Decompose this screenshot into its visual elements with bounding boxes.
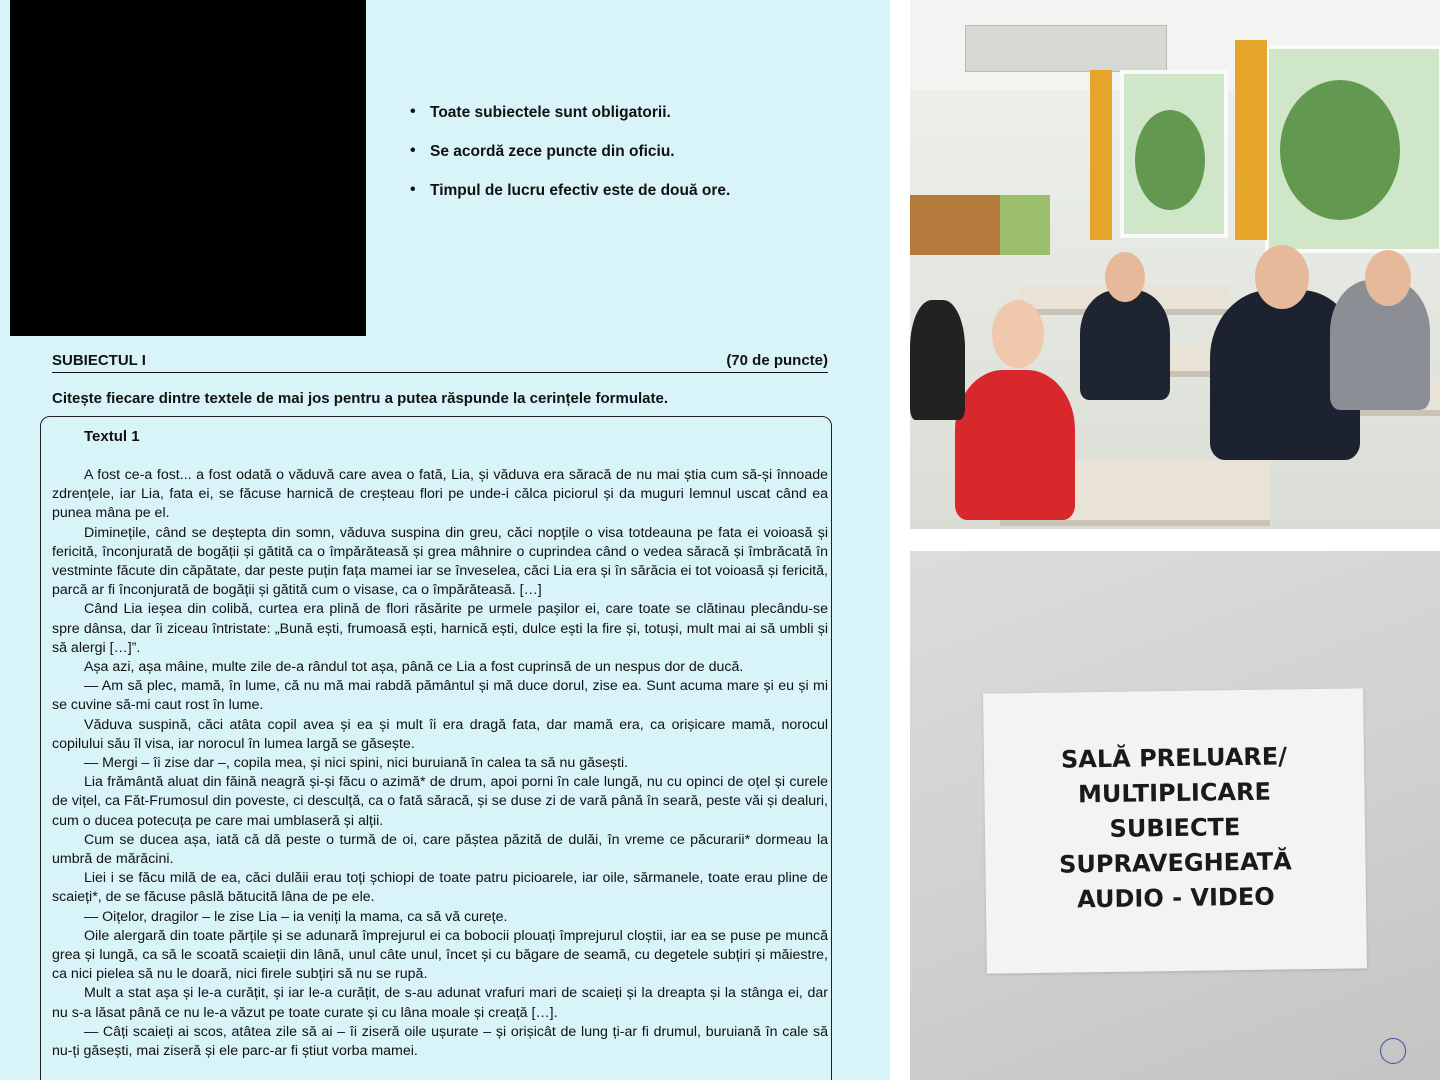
paragraph: A fost ce-a fost... a fost odată o văduvă care avea o fată, Lia, și văduva era săracă de nu mai știa cum să-și înnoade zdrențele, iar Lia, fata ei, se făcuse harnică de creșteau flori pe unde-i călca piciorul și da muguri lemnul uscat când ea punea mâna pe el. [52, 467, 828, 522]
ceiling-duct [965, 25, 1167, 72]
instruction: Citește fiecare dintre textele de mai jos pentru a putea răspunde la cerințele formulate. [52, 390, 669, 407]
subject-label: SUBIECTUL I [52, 352, 146, 369]
paragraph: Liei i se făcu milă de ea, căci dulăii erau toți șchiopi de toate patru picioarele, iar oile, sărmanele, toate erau pline de scaieți*, de se făcuse pâslă bătucită lâna de pe ele. [52, 870, 828, 906]
paragraph: Cum se ducea așa, iată că dă peste o turmă de oi, care păștea păzită de dulăi, în vreme ce păcurarii* dormeau la umbră de mărăcini. [52, 831, 828, 868]
subject-points: (70 de puncte) [726, 352, 828, 369]
redacted-area [10, 0, 366, 336]
paper-sign [983, 688, 1367, 973]
paragraph: Mult a stat așa și le-a curățit, și iar le-a curățit, de s-au adunat vrafuri mari de scaieți și la dreapta și la stânga ei, dar nu s-a lăsat până ce nu le-a văzut pe toate curate și cu lâna moale și creață […]. [52, 985, 828, 1021]
subject-heading [52, 352, 828, 373]
exam-rules-list [410, 104, 730, 221]
student-head [1255, 245, 1309, 309]
tree-foliage [1135, 110, 1205, 210]
rule-item: • Timpul de lucru efectiv este de două ore. [410, 182, 730, 200]
text-title: Textul 1 [84, 428, 140, 445]
paragraph: Când Lia ieșea din colibă, curtea era plină de flori răsărite pe urmele pașilor ei, care toate se clătinau plecându-se spre dânsa, dar îi ziceau întristate: „Bună ești, frumoasă ești, harnică ești, dulce ești la fire și, totuși, mult mai ai să umbli și să alergi […]”. [52, 601, 828, 656]
paragraph: — Câți scaieți ai scos, atâtea zile să ai – îi ziseră oile ușurate – și orișicât de lung ți-ar fi drumul, buruiană în cale să nu-ți găsești, mai ziseră și ele parc-ar fi știut vorba mamei. [52, 1023, 828, 1060]
paragraph: — Mergi – îi zise dar –, copila mea, și nici spini, nici buruiană în calea ta să nu găsești. [84, 755, 629, 772]
curtain [1090, 70, 1112, 240]
paragraph: Oile alergară din toate părțile și se adunară împrejurul ei ca bobocii plouați împrejurul cloștii, iar ea se puse pe muncă grea și lungă, ca să le scoată scaieții din lână, unul câte unul, încet și cu băgare de seamă, cu degetele subțiri și măiestre, ca nici pielea să nu le doară, nici firele subțiri să nu se rupă. [52, 927, 828, 983]
sign-line: AUDIO - VIDEO [1076, 882, 1275, 914]
student [955, 370, 1075, 520]
rule-item: • Toate subiectele sunt obligatorii. [410, 104, 730, 122]
text-body [52, 466, 828, 1061]
paragraph: Așa azi, așa mâine, multe zile de-a rândul tot așa, până ce Lia a fost cuprinsă de un nespus dor de ducă. [84, 659, 744, 676]
classroom-photo [910, 0, 1440, 529]
paragraph: — Oițelor, dragilor – le zise Lia – ia veniți la mama, ca să vă curețe. [84, 908, 508, 925]
stamp-icon [1380, 1038, 1406, 1064]
sign-line: SUBIECTE [1109, 813, 1241, 843]
paragraph: Văduva suspină, căci atâta copil avea și ea și mult îi era dragă fata, dar mamă era, ca orișicare mamă, norocul copilului său îl visa, iar norocul în lumea largă se găsește. [52, 716, 828, 752]
paragraph: Diminețile, când se deștepta din somn, văduva suspina din greu, căci nopțile o visa totdeauna pe fata ei voioasă și fericită, înconjurată de bogății și gătită ca o împărăteasă și grea mâhnire o cuprindea când o vedea săracă și îmbrăcată în vestminte făcute din căpătate, dar peste puțin fața mamei iar se înveselea, căci Lia era și în sărăcia ei tot voioasă și fericită, parcă ar fi înconjurată de bogății și gătită cum o visase, ca o împărăteasă. […] [52, 524, 828, 599]
paragraph: Lia frământă aluat din făină neagră și-și făcu o azimă* de drum, apoi porni în cale lungă, nu cu opinci de oțel și curele de vițel, ca Făt-Frumosul din poveste, ci desculță, ca o fată săracă, și se duse zi de vară până în seară, peste văi și dealuri, cum o ducea potecuța pe care mai umblaseră și alții. [52, 774, 828, 829]
sign-text [984, 738, 1366, 918]
sign-line: MULTIPLICARE [1077, 777, 1272, 809]
sign-line: SALĂ PRELUARE/ [1060, 742, 1288, 774]
curtain [1235, 40, 1267, 240]
student-head [992, 300, 1044, 368]
tree-foliage [1280, 80, 1400, 220]
cabinet [910, 195, 1000, 255]
student-head [1365, 250, 1411, 306]
rule-item: • Se acordă zece puncte din oficiu. [410, 143, 730, 161]
sign-photo [910, 551, 1440, 1080]
paragraph: — Am să plec, mamă, în lume, că nu mă mai rabdă pământul și mă duce dorul, zise ea. Sunt acuma mare și eu și mi se cuvine să-mi caut rost în lume. [52, 678, 828, 714]
sign-line: SUPRAVEGHEATĂ [1058, 847, 1292, 879]
student-head [1105, 252, 1145, 302]
student [1080, 290, 1170, 400]
student [910, 300, 965, 420]
